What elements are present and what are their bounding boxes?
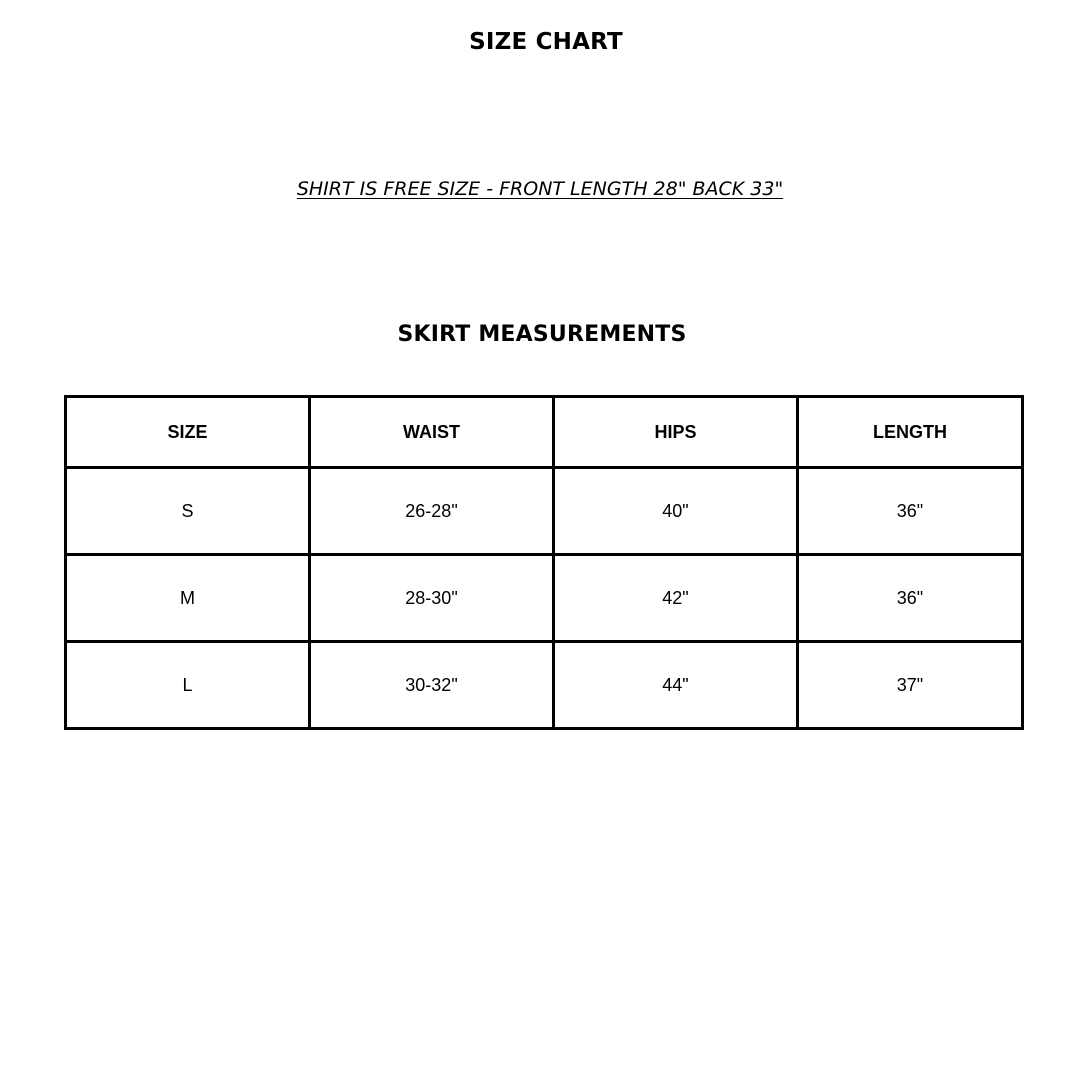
cell-length: 36": [798, 555, 1023, 642]
table-header-row: [66, 397, 1023, 468]
cell-waist: 28-30": [310, 555, 554, 642]
column-header-hips: HIPS: [554, 397, 798, 468]
page-title: SIZE CHART: [469, 29, 623, 55]
cell-waist: 30-32": [310, 642, 554, 729]
cell-size: L: [66, 642, 310, 729]
cell-size: M: [66, 555, 310, 642]
cell-length: 36": [798, 468, 1023, 555]
cell-size: S: [66, 468, 310, 555]
column-header-size: SIZE: [66, 397, 310, 468]
skirt-measurements-heading: SKIRT MEASUREMENTS: [397, 322, 687, 347]
skirt-size-table: [64, 395, 1024, 730]
cell-length: 37": [798, 642, 1023, 729]
shirt-size-note: SHIRT IS FREE SIZE - FRONT LENGTH 28" BACK 33": [296, 178, 784, 200]
cell-hips: 44": [554, 642, 798, 729]
table-row: [66, 642, 1023, 729]
cell-waist: 26-28": [310, 468, 554, 555]
column-header-length: LENGTH: [798, 397, 1023, 468]
table-row: [66, 468, 1023, 555]
cell-hips: 40": [554, 468, 798, 555]
column-header-waist: WAIST: [310, 397, 554, 468]
table-row: [66, 555, 1023, 642]
cell-hips: 42": [554, 555, 798, 642]
